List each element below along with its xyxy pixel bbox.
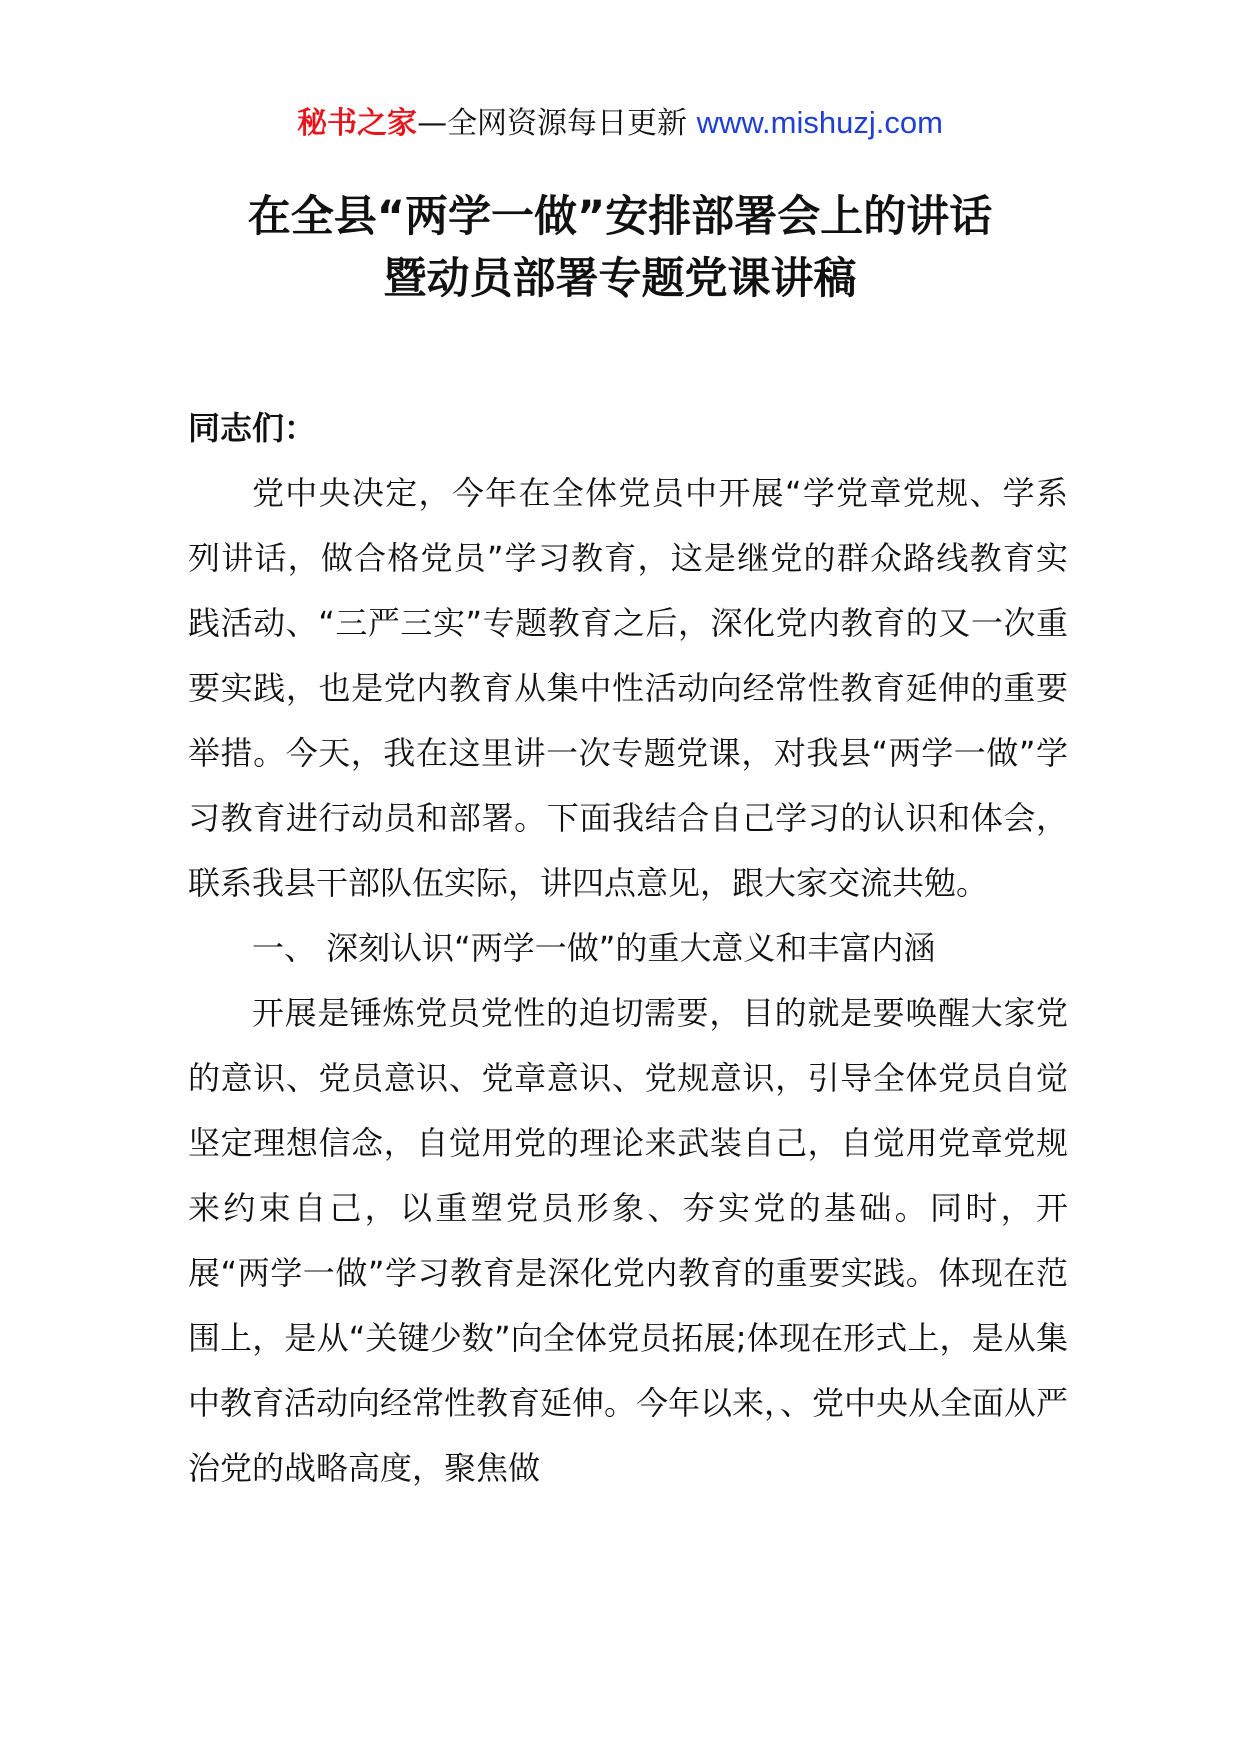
document-body	[188, 396, 1068, 1501]
paragraph-section-1: 开展是锤炼党员党性的迫切需要，目的就是要唤醒大家党的意识、党员意识、党章意识、党规意识，引导全体党员自觉坚定理想信念，自觉用党的理论来武装自己，自觉用党章党规来约束自己，以重塑党员形象、夯实党的基础。同时，开展“两学一做”学习教育是深化党内教育的重要实践。体现在范围上，是从“关键少数”向全体党员拓展;体现在形式上，是从集中教育活动向经常性教育延伸。今年以来，、党中央从全面从严治党的战略高度，聚焦做	[188, 994, 1069, 1487]
title-line-2: 暨动员部署专题党课讲稿	[383, 254, 857, 304]
title-line-1: 在全县“两学一做”安排部署会上的讲话	[247, 192, 993, 242]
brand-name: 秘书之家	[297, 106, 418, 141]
paragraph-intro: 党中央决定，今年在全体党员中开展“学党章党规、学系列讲话，做合格党员”学习教育，这是继党的群众路线教育实践活动、“三严三实”专题教育之后，深化党内教育的又一次重要实践，也是党内教育从集中性活动向经常性教育延伸的重要举措。今天，我在这里讲一次专题党课，对我县“两学一做”学习教育进行动员和部署。下面我结合自己学习的认识和体会，联系我县干部队伍实际，讲四点意见，跟大家交流共勉。	[188, 474, 1068, 902]
salutation: 同志们：	[188, 409, 317, 447]
section-heading-1: 一、 深刻认识“两学一做”的重大意义和丰富内涵	[252, 929, 936, 967]
document-title	[0, 186, 1240, 310]
header-tagline: —全网资源每日更新	[417, 106, 688, 141]
site-url-link[interactable]: www.mishuzj.com	[696, 105, 943, 140]
site-header	[0, 100, 1240, 147]
